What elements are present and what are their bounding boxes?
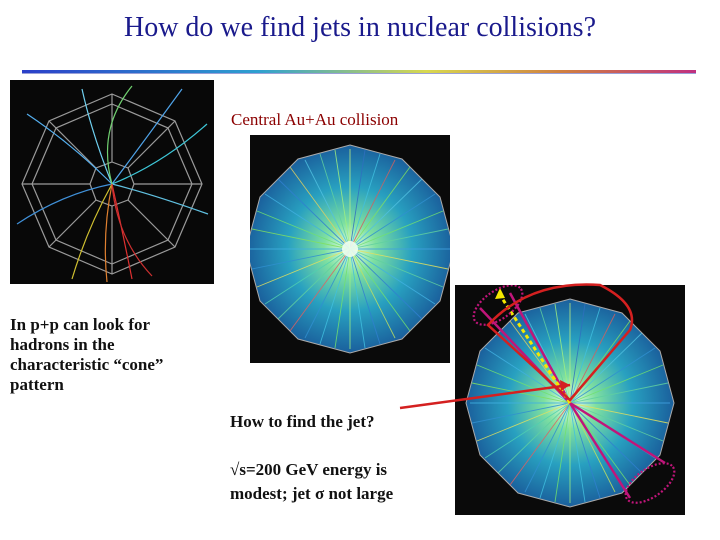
question-arrow bbox=[400, 385, 570, 408]
jet-cone-outline bbox=[488, 285, 632, 401]
title-underline bbox=[22, 70, 696, 76]
energy-note-line: √s=200 GeV energy is bbox=[230, 460, 388, 479]
pp-event-display bbox=[10, 80, 214, 284]
slide-title: How do we find jets in nuclear collisions? bbox=[123, 12, 596, 43]
pp-caption-line: In p+p can look for bbox=[10, 315, 151, 334]
pp-caption-line: hadrons in the bbox=[10, 335, 115, 354]
energy-note-line: modest; jet σ not large bbox=[230, 484, 394, 503]
auau-caption: Central Au+Au collision bbox=[231, 110, 399, 129]
question-text: How to find the jet? bbox=[230, 412, 375, 431]
pp-caption bbox=[10, 315, 200, 395]
pp-caption-line: characteristic “cone” bbox=[10, 355, 164, 374]
energy-note bbox=[230, 458, 393, 506]
jet-arrows bbox=[400, 270, 720, 450]
pp-caption-line: pattern bbox=[10, 375, 64, 394]
arrow-head-icon bbox=[560, 380, 570, 391]
